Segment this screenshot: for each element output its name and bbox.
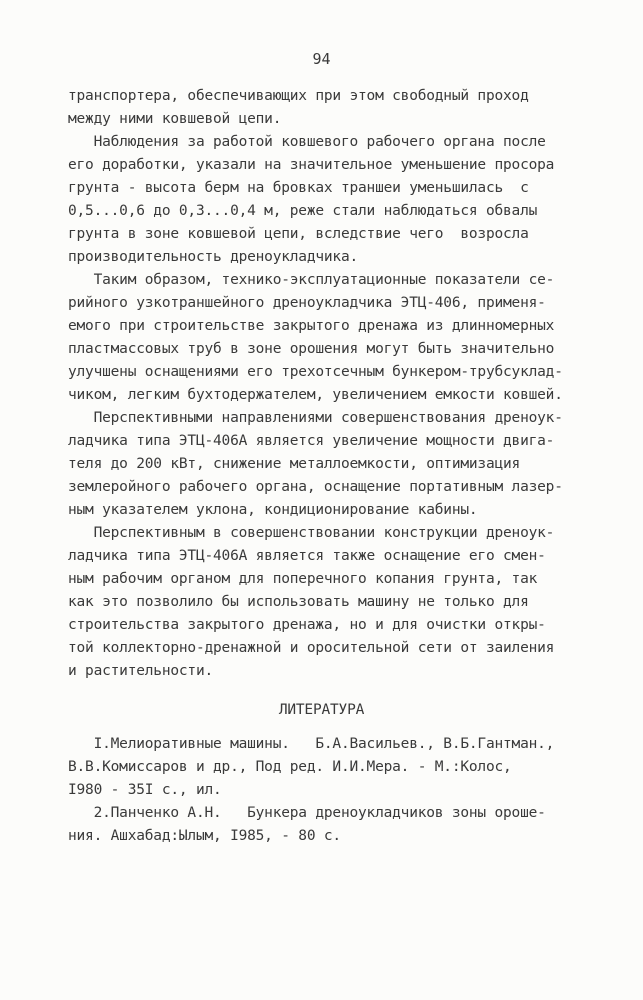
body-line: рийного узкотраншейного дреноукладчика ЭТЦ-406, применя- [68,295,546,311]
body-line: грунта в зоне ковшевой цепи, вследствие чего возросла [68,226,529,242]
reference-line: 2.Панченко А.Н. Бункера дреноукладчиков зоны ороше- [68,805,546,821]
body-line: производительность дреноукладчика. [68,249,359,265]
body-line: Перспективным в совершенствовании конструкции дреноук- [68,525,555,541]
body-line: улучшены оснащениями его трехотсечным бункером-трубсуклад- [68,364,563,380]
reference-line: ния. Ашхабад:Ылым, I985, - 80 с. [68,828,341,844]
body-line: ным рабочим органом для поперечного копания грунта, так [68,571,538,587]
body-line: транспортера, обеспечивающих при этом свободный проход [68,88,529,104]
page-number: 94 [312,50,331,68]
reference-line: В.В.Комиссаров и др., Под ред. И.И.Мера. - М.:Колос, [68,759,512,775]
body-line: ладчика типа ЭТЦ-406А является увеличение мощности двига- [68,433,555,449]
body-line: Таким образом, технико-эксплуатационные показатели се- [68,272,555,288]
body-line: емого при строительстве закрытого дренажа из длинномерных [68,318,555,334]
body-line: ладчика типа ЭТЦ-406А является также оснащение его смен- [68,548,546,564]
body-line: между ними ковшевой цепи. [68,111,282,127]
body-line: строительства закрытого дренажа, но и для очистки откры- [68,617,546,633]
body-line: 0,5...0,6 до 0,3...0,4 м, реже стали наблюдаться обвалы [68,203,538,219]
body-line: той коллекторно-дренажной и оросительной сети от заиления [68,640,555,656]
body-line: и растительности. [68,663,214,679]
body-line: Перспективными направлениями совершенствования дреноук- [68,410,563,426]
reference-line: I.Мелиоративные машины. Б.А.Васильев., В.Б.Гантман., [68,736,555,752]
body-line: пластмассовых труб в зоне орошения могут быть значительно [68,341,555,357]
body-line: землеройного рабочего органа, оснащение портативным лазер- [68,479,563,495]
body-line: ным указателем уклона, кондиционирование кабины. [68,502,478,518]
body-line: чиком, легким бухтодержателем, увеличением емкости ковшей. [68,387,563,403]
references-heading: ЛИТЕРАТУРА [278,702,365,718]
body-line: его доработки, указали на значительное уменьшение просора [68,157,555,173]
reference-line: I980 - 35I с., ил. [68,782,222,798]
body-line: теля до 200 кВт, снижение металлоемкости, оптимизация [68,456,521,472]
body-line: Наблюдения за работой ковшевого рабочего органа после [68,134,546,150]
body-line: грунта - высота берм на бровках траншеи уменьшилась с [68,180,529,196]
body-line: как это позволило бы использовать машину не только для [68,594,529,610]
